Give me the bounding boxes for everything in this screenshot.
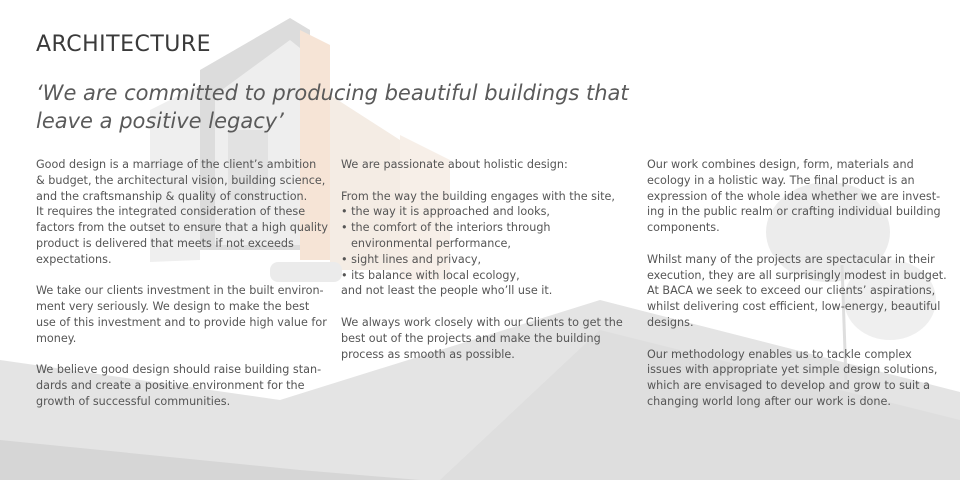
- text-line: execution, they are all surprisingly modest in budget.: [647, 268, 947, 282]
- paragraph: [647, 252, 947, 331]
- text-line: ing in the public realm or crafting individual building: [647, 205, 941, 219]
- text-line: growth of successful communities.: [36, 394, 231, 408]
- paragraph: [341, 189, 631, 300]
- text-line: and not least the people who’ll use it.: [341, 284, 553, 298]
- text-line: changing world long after our work is done.: [647, 394, 891, 408]
- text-line: Whilst many of the projects are spectacular in their: [647, 252, 935, 266]
- text-column-3: [647, 157, 947, 426]
- text-line: We believe good design should raise building stan-: [36, 363, 322, 377]
- text-line: At BACA we seek to exceed our clients’ aspirations,: [647, 284, 936, 298]
- text-line: It requires the integrated consideration of these: [36, 205, 306, 219]
- text-line: money.: [36, 331, 77, 345]
- text-line: expression of the whole idea whether we are invest-: [647, 189, 941, 203]
- text-line: Our work combines design, form, materials and: [647, 158, 914, 171]
- paragraph: [647, 347, 937, 410]
- text-line: product is delivered that meets if not exceeds: [36, 236, 294, 250]
- text-line: components.: [647, 221, 720, 235]
- paragraph: [36, 362, 326, 409]
- text-line: From the way the building engages with the site,: [341, 189, 615, 203]
- text-line: ecology in a holistic way. The final product is an: [647, 173, 915, 187]
- paragraph: [341, 315, 631, 362]
- text-line: issues with appropriate yet simple design solutions,: [647, 363, 938, 377]
- text-line: which are envisaged to develop and grow to suit a: [647, 379, 930, 393]
- text-line: best out of the projects and make the building: [341, 331, 601, 345]
- text-line: dards and create a positive environment for the: [36, 379, 305, 393]
- text-line: process as smooth as possible.: [341, 347, 515, 361]
- text-line: designs.: [647, 315, 694, 329]
- paragraph: [647, 157, 941, 236]
- text-line: Good design is a marriage of the client’s ambition: [36, 158, 317, 171]
- text-line: and the craftsmanship & quality of construction.: [36, 189, 308, 203]
- text-column-2: [341, 157, 631, 378]
- paragraph: [36, 157, 329, 268]
- text-line: use of this investment and to provide high value for: [36, 315, 327, 329]
- page-title: ARCHITECTURE: [36, 32, 212, 57]
- paragraph: [341, 157, 631, 173]
- text-line: expectations.: [36, 252, 112, 266]
- bullet-item: • its balance with local ecology,: [341, 268, 520, 282]
- pull-quote-line: leave a positive legacy’: [36, 109, 284, 133]
- pull-quote: [36, 79, 629, 135]
- text-line: ment very seriously. We design to make the best: [36, 300, 310, 314]
- pull-quote-line: ‘We are committed to producing beautiful buildings that: [36, 81, 629, 105]
- text-column-1: [36, 157, 329, 426]
- text-line: & budget, the architectural vision, building science,: [36, 173, 326, 187]
- bullet-item: • sight lines and privacy,: [341, 252, 482, 266]
- bullet-item-continuation: environmental performance,: [351, 236, 511, 250]
- bullet-item: • the way it is approached and looks,: [341, 205, 550, 219]
- text-line: We are passionate about holistic design:: [341, 158, 568, 171]
- text-line: We always work closely with our Clients to get the: [341, 315, 623, 329]
- text-line: Our methodology enables us to tackle complex: [647, 347, 912, 361]
- text-line: factors from the outset to ensure that a high quality: [36, 221, 329, 235]
- text-line: We take our clients investment in the built environ-: [36, 284, 324, 298]
- text-line: whilst delivering cost efficient, low-energy, beautiful: [647, 300, 941, 314]
- bullet-item: • the comfort of the interiors through: [341, 221, 551, 235]
- paragraph: [36, 283, 326, 346]
